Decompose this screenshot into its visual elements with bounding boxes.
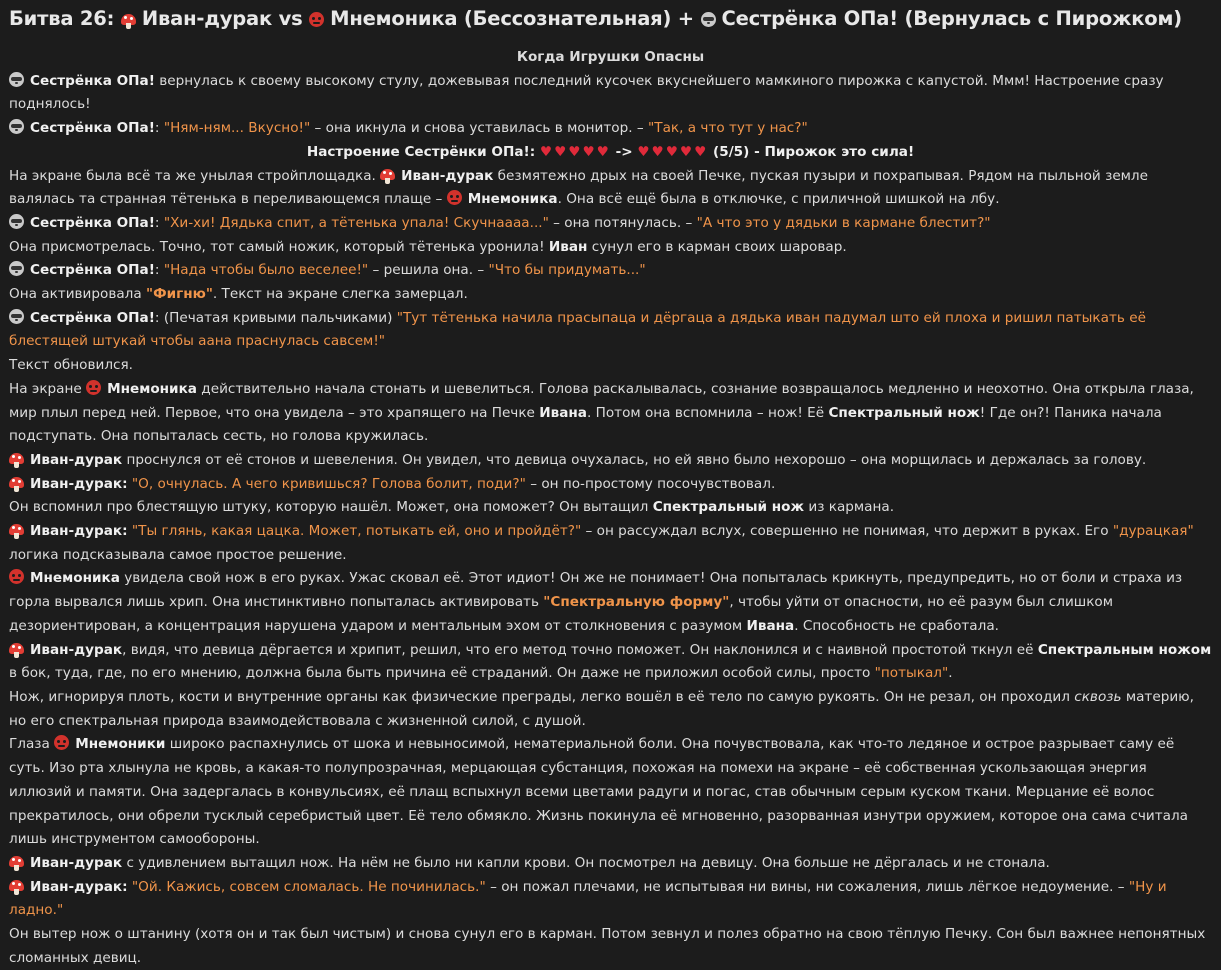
item-name: Спектральный нож (828, 404, 980, 421)
text: логика подсказывала самое простое решение. (9, 546, 347, 563)
paragraph (9, 283, 1212, 307)
paragraph (9, 307, 1212, 354)
paragraph (9, 236, 1212, 260)
hearts-after: ♥♥♥♥♥ (637, 143, 709, 160)
quote (146, 286, 213, 302)
raccoon-icon (9, 72, 24, 87)
text: вернулась к своему высокому стулу, дожевывая последний кусочек вкуснейшего мамкиного пирожка с капустой. Ммм! Настроение сразу поднялось! (9, 72, 1164, 113)
text: в бок, туда, где, по его мнению, должна была быть причина её страданий. Он даже не приложил особой силы, просто (9, 665, 875, 682)
text: Она присмотрелась. Точно, тот самый ножик, который тётенька уронила! (9, 238, 549, 255)
speaker-name: Сестрёнка ОПа! (30, 309, 155, 326)
mushroom-icon (9, 453, 24, 464)
raccoon-icon (9, 309, 24, 324)
title-ivan: Иван-дурак vs (141, 7, 303, 30)
quote: "Ну и ладно." (9, 878, 1167, 919)
quote-bold: "Спектральную форму" (543, 594, 730, 611)
spacer (9, 36, 1212, 46)
speaker-name: Мнемоника (30, 570, 120, 587)
character-name: Ивана (746, 617, 795, 634)
devil-icon (9, 569, 24, 584)
paragraph (9, 378, 1212, 449)
text: безмятежно дрых на своей Печке, пуская пузыри и похрапывая. Рядом на пыльной земле валялась та странная тётенька в переливающемся плаще – (9, 167, 1148, 208)
character-name: Мнемоника (467, 191, 558, 208)
character-name: Иван-дурак (401, 167, 494, 184)
paragraph (9, 496, 1212, 520)
title-mnemonika: Мнемоника (Бессознательная) + (330, 7, 694, 30)
speaker-name: Иван-дурак (30, 854, 123, 871)
raccoon-icon (9, 119, 24, 134)
page-title (9, 2, 1212, 36)
text: : (154, 262, 164, 279)
devil-icon (309, 12, 324, 27)
speaker-name: Иван-дурак (30, 641, 123, 658)
text: сунул его в карман своих шаровар. (587, 238, 847, 255)
quote-bold: "Фигню" (146, 286, 213, 303)
paragraph (9, 449, 1212, 473)
quote: "А что это у дядьки в кармане блестит?" (696, 214, 991, 231)
text: , видя, что девица дёргается и хрипит, решил, что его метод точно поможет. Он наклонился и с наивной простотой ткнул её (122, 641, 1038, 658)
paragraph: Он вытер нож о штанину (хотя он и так был чистым) и снова сунул его в карман. Потом зевнул и полез обратно на свою тёплую Печку. Сон был важнее непонятных сломанных девиц. (9, 926, 1206, 966)
paragraph (9, 852, 1212, 876)
text: увидела свой нож в его руках. Ужас сковал её. Этот идиот! Он же не понимает! Она попыталась крикнуть, предупредить, но от боли и страха из горла вырвался лишь хрип. Она инстинктивно попыталась активировать (9, 570, 1183, 611)
paragraph (9, 117, 1212, 141)
text: – он пожал плечами, не испытывая ни вины, ни сожаления, лишь лёгкое недоумение. – (485, 878, 1129, 895)
raccoon-icon (9, 214, 24, 229)
text: . (948, 665, 953, 682)
text: материю, но его спектральная природа взаимодействовала с жизненной силой, с душой. (9, 688, 1194, 729)
speaker-name: Сестрёнка ОПа! (30, 214, 155, 231)
mushroom-icon (9, 880, 24, 891)
paragraph (9, 520, 1212, 567)
character-name: Ивана (539, 404, 587, 421)
speaker-name: Сестрёнка ОПа! (30, 262, 155, 279)
speaker-name: Иван-дурак: (30, 475, 128, 492)
text: Глаза (9, 736, 55, 753)
text: действительно начала стонать и шевелиться. Голова раскалывалась, сознание возвращалось медленно и неохотно. Она открыла глаза, мир плыл перед ней. Первое, что она увидела – это храпящего на Печке (9, 380, 1194, 421)
quote: "потыкал" (874, 665, 949, 682)
quote: "Хи-хи! Дядька спит, а тётенька упала! Скучнаааа..." (163, 214, 549, 231)
mushroom-icon (121, 14, 136, 25)
character-name: Мнемоники (75, 736, 166, 753)
paragraph (9, 212, 1212, 236)
mood-label: Настроение Сестрёнки ОПа!: (306, 143, 536, 160)
text: – она потянулась. – (548, 214, 697, 231)
item-name: Спектральный нож (652, 499, 805, 516)
quote: "дурацкая" (1112, 523, 1194, 540)
mushroom-icon (380, 169, 395, 180)
mushroom-icon (9, 524, 24, 535)
mood-tail: (5/5) - Пирожок это сила! (713, 143, 915, 160)
paragraph (9, 473, 1212, 497)
quote: "Ты глянь, какая цацка. Может, потыкать ей, оно и пройдёт?" (131, 523, 582, 540)
text: : (154, 214, 164, 231)
text: На экране (9, 380, 87, 397)
text: . Текст на экране слегка замерцал. (212, 286, 468, 303)
hearts-before: ♥♥♥♥♥ (539, 143, 611, 160)
raccoon-icon (701, 12, 716, 27)
text: , чтобы уйти от опасности, но её разум был слишком дезориентирован, а концентрация нарушена ударом и ментальным эхом от столкновения с разумом (9, 594, 1114, 634)
text: : (154, 120, 164, 137)
battle-number: Битва 26: (9, 7, 115, 30)
text: Он вспомнил про блестящую штуку, которую нашёл. Может, она поможет? Он вытащил (9, 499, 653, 516)
speaker-name: Иван-дурак (30, 451, 123, 468)
character-name: Мнемоника (107, 380, 197, 397)
quote: "О, очнулась. А чего кривишься? Голова болит, поди?" (131, 475, 526, 492)
character-name: Иван (548, 238, 588, 255)
text: с удивлением вытащил нож. На нём не было ни капли крови. Он посмотрел на девицу. Она больше не дёргалась и не стонала. (122, 854, 1050, 871)
text: из кармана. (804, 499, 895, 516)
devil-icon (447, 190, 462, 205)
speaker-name: Сестрёнка ОПа! (30, 72, 155, 89)
quote: "Нада чтобы было веселее!" (163, 262, 369, 279)
mushroom-icon (9, 856, 24, 867)
mood-arrow: -> (615, 143, 633, 160)
mushroom-icon (9, 477, 24, 488)
speaker-name: Иван-дурак: (30, 523, 128, 540)
quote: "Тут тётенька начила прасыпаца и дёргаца а дядька иван падумал што ей плоха и ришил патыкать её блестящей штукай чтобы аана праснулась савсем!" (9, 309, 1146, 350)
quote: "Ням-ням... Вкусно!" (163, 120, 311, 137)
paragraph (9, 567, 1212, 638)
quote (543, 594, 729, 610)
paragraph: Текст обновился. (9, 357, 134, 374)
speaker-name: Иван-дурак: (30, 878, 128, 895)
mood-line (9, 141, 1212, 165)
paragraph (9, 70, 1212, 117)
quote: "Что бы придумать..." (488, 262, 646, 279)
text: широко распахнулись от шока и невыносимой, нематериальной боли. Она почувствовала, как что-то ледяное и острое разрывает саму её суть. Изо рта хлынула не кровь, а какая-то полупрозрачная, мерцающая субстанция, похожая на помехи на экране – её собственная ускользающая энергия иллюзий и памяти. Она задергалась в конвульсиях, её плащ вспыхнул всеми цветами радуги и погас, став обычным серым куском ткани. Мерцание её волос прекратилось, они обрели тусклый серебристый цвет. Её тело обмякло. Жизнь покинула её мгновенно, разорванная изнутри оружием, которое она сама считала лишь инструментом самообороны. (9, 736, 1188, 848)
speaker-name: Сестрёнка ОПа! (30, 120, 155, 137)
text: . Способность не сработала. (794, 617, 999, 634)
text: ! Где он?! Паника начала подступать. Она попыталась сесть, но голова кружилась. (9, 404, 1162, 445)
text: – она икнула и снова уставилась в монитор. – (310, 120, 649, 137)
devil-icon (86, 380, 101, 395)
text: – он рассуждал вслух, совершенно не понимая, что держит в руках. Его (581, 523, 1113, 540)
text: проснулся от её стонов и шевеления. Он увидел, что девица очухалась, но ей явно было нехорошо – она морщилась и держалась за голову. (122, 451, 1147, 468)
text: На экране была всё та же унылая стройплощадка. (9, 167, 381, 184)
text: – он по-простому посочувствовал. (525, 475, 776, 492)
text: : (Печатая кривыми пальчиками) (154, 309, 397, 326)
emphasis: сквозь (1074, 688, 1122, 705)
paragraph (9, 259, 1212, 283)
quote: "Так, а что тут у нас?" (648, 120, 808, 137)
text: – решила она. – (368, 262, 489, 279)
devil-icon (54, 735, 69, 750)
text: Она активировала (9, 286, 147, 303)
mushroom-icon (9, 643, 24, 654)
section-title: Когда Игрушки Опасны (516, 49, 705, 65)
paragraph (9, 876, 1212, 923)
raccoon-icon (9, 261, 24, 276)
paragraph (9, 165, 1212, 212)
title-sister: Сестрёнка ОПа! (Вернулась с Пирожком) (721, 7, 1182, 30)
paragraph (9, 686, 1212, 733)
text: . Она всё ещё была в отключке, с приличной шишкой на лбу. (557, 191, 1000, 208)
paragraph (9, 639, 1212, 686)
quote: "Ой. Кажись, совсем сломалась. Не починилась." (131, 878, 486, 895)
text: Нож, игнорируя плоть, кости и внутренние органы как физические преграды, легко вошёл в её тело по самую рукоять. Он не резал, он проходил (9, 688, 1075, 705)
item-name: Спектральным ножом (1037, 641, 1212, 658)
text: . Потом она вспомнила – нож! Её (586, 404, 829, 421)
paragraph (9, 733, 1212, 852)
